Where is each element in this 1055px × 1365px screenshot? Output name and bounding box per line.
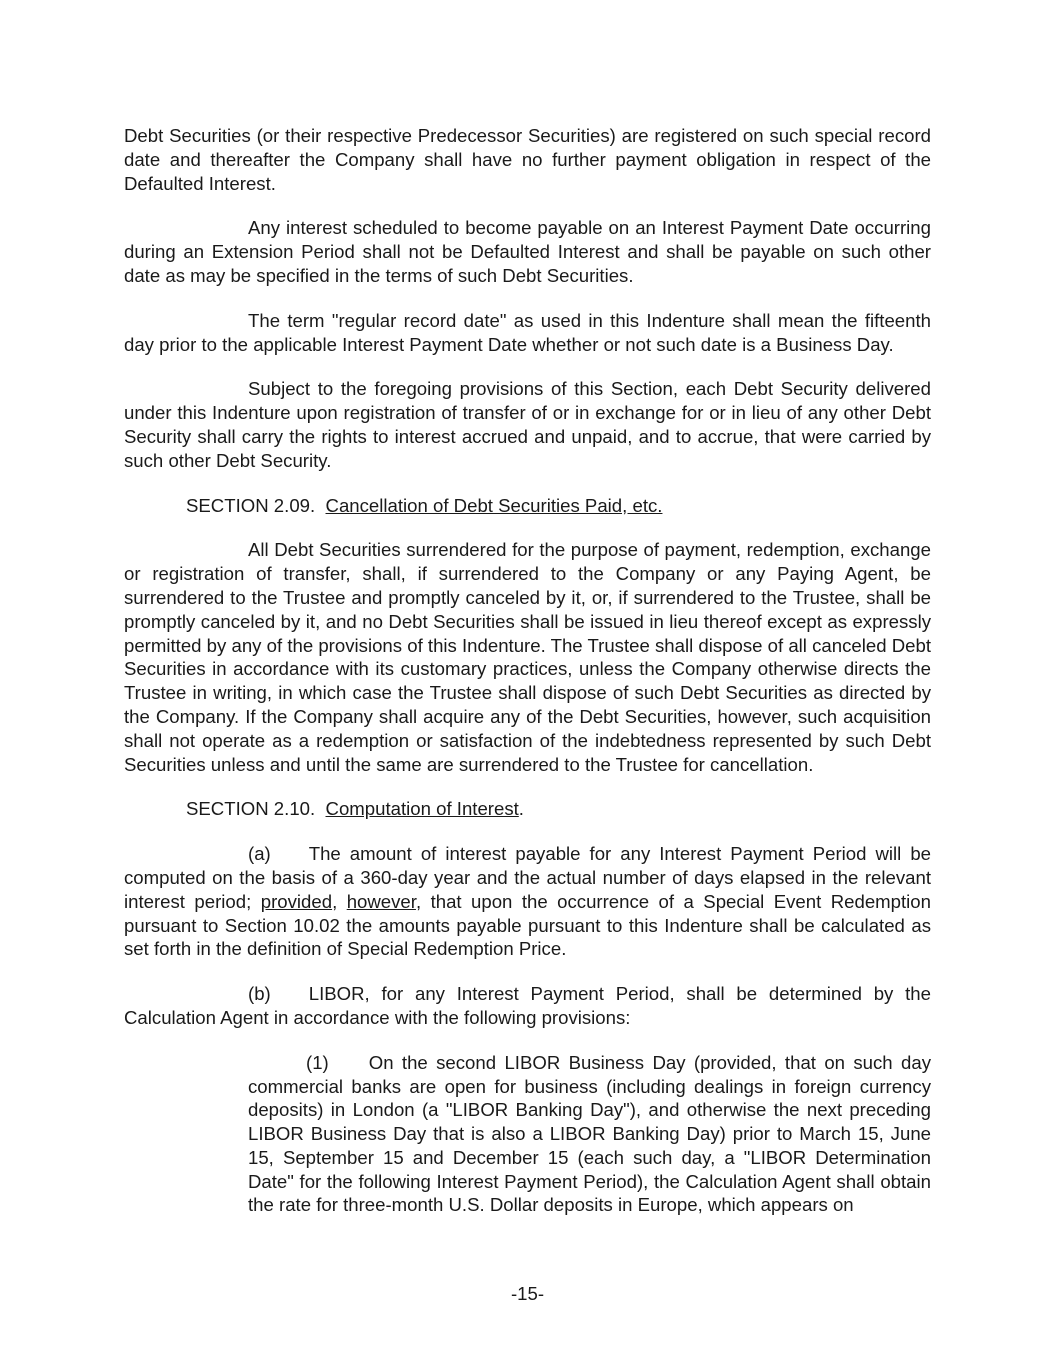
section-title: Cancellation of Debt Securities Paid, etc. — [325, 494, 663, 516]
section-title-period: . — [518, 798, 524, 820]
paragraph-foregoing-provisions: Subject to the foregoing provisions of this Section, each Debt Security delivered under this Indenture upon registration of transfer of or in exchange for or in lieu of any other Debt Security shall carry the rights to interest accrued and unpaid, and to accrue, that were carried by such other Debt Security. — [124, 378, 931, 471]
subclause-text: On the second LIBOR Business Day (provided, that on such day commercial banks are open for business (including dealings in foreign currency deposits) in London (a "LIBOR Banking Day"), and otherwise the next preceding LIBOR Business Day that is also a LIBOR Banking Day) prior to March 15, June 15, September 15 and December 15 (each such day, a "LIBOR Determination Date" for the following Interest Payment Period), the Calculation Agent shall obtain the rate for three-month U.S. Dollar deposits in Europe, which appears on — [248, 1051, 931, 1216]
clause-separator: , — [332, 890, 347, 912]
paragraph-b-1 — [248, 1051, 931, 1218]
page-number: -15- — [510, 1283, 545, 1304]
paragraph-extension-period: Any interest scheduled to become payable on an Interest Payment Date occurring during an Extension Period shall not be Defaulted Interest and shall be payable on such other date as may be specified in the terms of such Debt Securities. — [124, 217, 931, 286]
paragraph-b — [124, 982, 931, 1030]
subclause-label: (1) — [306, 1051, 329, 1073]
section-heading-2-09 — [124, 494, 931, 518]
section-number: SECTION 2.10. — [186, 798, 316, 820]
clause-text: LIBOR, for any Interest Payment Period, shall be determined by the Calculation Agent in accordance with the following provisions: — [124, 983, 931, 1028]
clause-text-continued: , that upon the occurrence of a Special Event Redemption pursuant to Section 10.02 the amounts payable pursuant to this Indenture shall be calculated as set forth in the definition of Special Redemption Price. — [124, 890, 931, 960]
section-title: Computation of Interest — [325, 798, 519, 820]
document-body — [124, 124, 931, 1238]
clause-label: (b) — [248, 983, 271, 1005]
paragraph-regular-record-date: The term "regular record date" as used in this Indenture shall mean the fifteenth day prior to the applicable Interest Payment Date whether or not such date is a Business Day. — [124, 309, 931, 355]
section-heading-2-10 — [124, 797, 931, 821]
paragraph-a — [124, 842, 931, 961]
clause-text: The amount of interest payable for any Interest Payment Period will be computed on the basis of a 360-day year and the actual number of days elapsed in the relevant interest period; — [124, 843, 931, 912]
provided-term: provided — [260, 890, 333, 912]
paragraph-defaulted-interest: Debt Securities (or their respective Predecessor Securities) are registered on such special record date and thereafter the Company shall have no further payment obligation in respect of the Defaulted Interest. — [124, 125, 931, 194]
section-number: SECTION 2.09. — [186, 494, 316, 516]
however-term: however — [346, 890, 416, 912]
paragraph-cancellation: All Debt Securities surrendered for the purpose of payment, redemption, exchange or registration of transfer, shall, if surrendered to the Company or any Paying Agent, be surrendered to the Trustee and promptly canceled by it, or, if surrendered to the Trustee, shall be promptly canceled by it, and no Debt Securities shall be issued in lieu thereof except as expressly permitted by any of the provisions of this Indenture. The Trustee shall dispose of all canceled Debt Securities in accordance with its customary practices, unless the Company otherwise directs the Trustee in writing, in which case the Trustee shall dispose of such Debt Securities as directed by the Company. If the Company shall acquire any of the Debt Securities, however, such acquisition shall not operate as a redemption or satisfaction of the indebtedness represented by such Debt Securities unless and until the same are surrendered to the Trustee for cancellation. — [124, 539, 931, 775]
clause-label: (a) — [248, 843, 271, 865]
